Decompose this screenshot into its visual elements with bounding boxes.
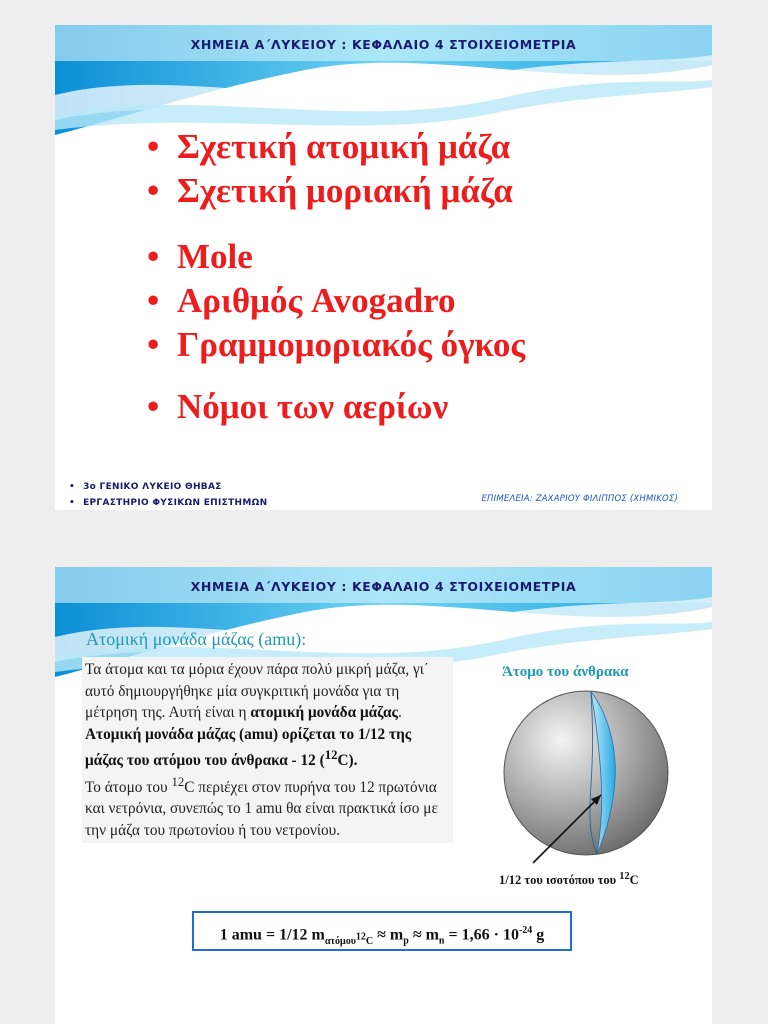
atom-label: Άτομο του άνθρακα [502, 664, 629, 680]
topic-item [147, 385, 525, 429]
topic-text: Mole [177, 237, 253, 276]
topic-item [147, 125, 525, 169]
topic-list [147, 125, 525, 429]
slide-1 [55, 25, 712, 510]
isotope-label: 1/12 του ισοτόπου του $^{12}$C [499, 871, 639, 888]
bullet-icon: • [147, 237, 160, 276]
lab-name: • ΕΡΓΑΣΤΗΡΙΟ ΦΥΣΙΚΩΝ ΕΠΙΣΤΗΜΩΝ [69, 495, 267, 510]
slide-2 [55, 567, 712, 1024]
header-title: ΧΗΜΕΙΑ Α΄ΛΥΚΕΙΟΥ : ΚΕΦΑΛΑΙΟ 4 ΣΤΟΙΧΕΙΟΜΕΤΡΙΑ [190, 579, 577, 594]
topic-text: Γραμμομοριακός όγκος [177, 325, 526, 364]
topic-item [147, 235, 525, 279]
topic-text: Νόμοι των αερίων [177, 387, 449, 426]
topic-text: Σχετική μοριακή μάζα [177, 171, 513, 210]
school-name: • 3ο ΓΕΝΙΚΟ ΛΥΚΕΙΟ ΘΗΒΑΣ [69, 479, 267, 495]
topic-text: Σχετική ατομική μάζα [177, 127, 511, 166]
amu-formula: 1 amu = 1/12 $m_{\alpha\tau ό\mu o\upsilon^{12}C} \approx m_p \approx m_n = 1,66 \cdot 10^{-24}$ g [192, 911, 572, 951]
bullet-icon: • [147, 325, 160, 364]
topic-text: Αριθμός Avogadro [177, 281, 456, 320]
school-info [69, 479, 267, 510]
bullet-icon: • [147, 127, 160, 166]
amu-explanation: Τα άτομα και τα μόρια έχουν πάρα πολύ μικρή μάζα, γι΄ αυτό δημιουργήθηκε μία συγκριτική μονάδα για τη μέτρηση της. Αυτή είναι η ατομική μονάδα μάζας. Ατομική μονάδα μάζας (amu) ορίζεται το 1/12 της μάζας του ατόμου του άνθρακα - 12 ($^{12}$C). Το άτομο του $^{12}$C περιέχει στον πυρήνα του 12 πρωτόνια και νετρόνια, συνεπώς το 1 amu θα είναι πρακτικά ίσο με την μάζα του πρωτονίου ή του νετρονίου. [82, 657, 453, 843]
header-title: ΧΗΜΕΙΑ Α΄ΛΥΚΕΙΟΥ : ΚΕΦΑΛΑΙΟ 4 ΣΤΟΙΧΕΙΟΜΕΤΡΙΑ [190, 37, 577, 52]
bullet-icon: • [147, 171, 160, 210]
topic-item [147, 323, 525, 367]
bullet-icon: • [147, 387, 160, 426]
bullet-icon: • [147, 281, 160, 320]
amu-heading: Ατομική μονάδα μάζας (amu): [86, 629, 307, 649]
topic-item [147, 169, 525, 213]
author-credit: ΕΠΙΜΕΛΕΙΑ: ΖΑΧΑΡΙΟΥ ΦΙΛΙΠΠΟΣ (ΧΗΜΙΚΟΣ) [481, 494, 678, 504]
carbon-atom-illustration [493, 685, 683, 875]
topic-item [147, 279, 525, 323]
